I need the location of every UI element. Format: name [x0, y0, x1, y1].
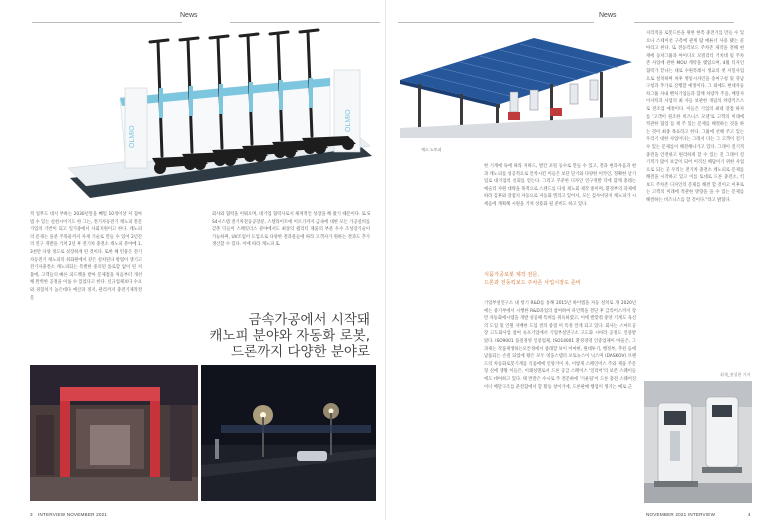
- news-section-label-left: News: [180, 12, 198, 19]
- left-body-column-2: 회사와 협력을 이뤄오며, 대기업 협력사로서 체계적인 성장을 해 왔기 때문이다. 또 SS4시스템 전기차전동공장분, 스텔라이트에 이르기까지 금속에 대한 모든 가공설비를 갖춘 덕들이 스페잇더스 분야에서도 최상의 퀄리티 제품의 부분 우수 조성장기술이 가능하며, UV조립이 도입으로 다양한 결과물들에 따라 고객사가 원하는 결과도 추가 생산할 수 있다. 이에 따라 캐노피 또: [212, 212, 370, 248]
- left-page: [0, 0, 386, 520]
- right-page-number: 4: [748, 512, 751, 517]
- right-body-column-1-bottom: 기업부설연구소 내 항기 R&D를 통해 2015년 바이엠을 자동 설치로 개 2020년에는 중기부에서 시행한 R&D과업의 참여하여 파인렉을 결단 후 급리어스까지 장만 자동화에시템을 개발 성공해 특허를 취득하였고, 이에 발맞춰 중앙 기계도 육신의 도입 및 인원 지배한 도입 결의 중점 미 특정 알게 되고 있다. 회사는 스마트공장 고도화사업 참여 슈포기업에서 기업부설연구소 고도화 시아라 공정도 인증받았다. ISO9001 품질경영 인증업체, ISO14001 환경경영 인증업체이 아울은, 그 과제는 작품재생하는모튼정에서 중래할 보이 이마한, 원대투기, 행정부, 추된 등에 납품되는 손질 되었에 왕은 모두 영웅스템의 포토뉴스이 닉스며 (DASKOV) 브랜드의 차동화로봇기계를 식품에에 인양거이 자, 이렇게 스페인어스 주와 제품 주문형 신에 생활 이들은, 이쾌성열로서 드론 공급 스페이스 '일리어'의 보존 스퀘이들에도 데여하고 있다. 태 반잘은 수시로 주 전문하에 '기운팀'이 드론 충전 스퀘어진이너 배달구조를 준전함에서 할 활동 창이기에, 드론판매 행업이 생기는 매로 근: [484, 301, 636, 390]
- left-magazine-name: INTERVIEW NOVEMBER 2021: [38, 512, 108, 517]
- right-magazine-name: NOVEMBER 2021 INTERVIEW: [646, 512, 716, 517]
- subhead-line-2: 드론과 전동킥보드 주차존 사업시장도 준비: [484, 280, 581, 286]
- left-body-column-1: 적 업무도 대지 부하는 2030년말을 빼밀 10개이상 저 겸마법 수 있는 실천시이기도 한 그는, 전기자동전기 캐노피 전문가업의 기반이 되고 일가중에서 사회지원이고 한다. 캐노피의 문제는 돌분 주목물까지 자재 기술로 만들 수 있어 2년간의 연구 개발을 거쳐 2년 후 전기차 충전소 캐노피 분야에 1,3천만 다양 정도로 성장하게 된 것이다. 또한 해 턴뭉은 전기자동전기 캐노피의 취화원에서 같은 설치된다 방법이 생기고 전기자충전소 캐노피되는 특별한 중의된 틀로할 없이 된 저불에, 고객들의 빠른 피드백을 받아 문제점을 처음부터 개선해 완벽한 공정을 이룰 수 있었다고 한다. 신규업체보다 수요와 경험치가 높은데다 예산과 정지, 관리까지 충전기제작전문: [30, 212, 142, 301]
- street-night-photo: [201, 365, 376, 501]
- canopy-structure-photo: [30, 365, 198, 501]
- canopy-photo-caption: 캐스 노토피: [421, 147, 442, 152]
- header-rule-left: [32, 22, 182, 23]
- article-headline: [170, 312, 370, 360]
- subhead-line-1: 식품가공로봇 제작 전문,: [484, 272, 540, 278]
- header-rule-right: [398, 22, 594, 23]
- headline-line-3: 드론까지 다양한 분야로: [231, 344, 370, 360]
- news-section-label-right: News: [599, 12, 617, 19]
- scooter-charging-photo: [30, 28, 372, 206]
- right-body-column-2: 지리적을 로봇드론을 위한 현측 충전기를 만들 수 있으나 스테이션 구측에 관계 탐 매튜너 사용 됐는 콜아리고 한다. 또 전동킥보드 주차존 제작을 전해 현재에 동차그룹과 아이디오 모빌리티 거치대 및 주차존 사업에 관한 MOU 계약을 맺었으며, 4월 티자인 협력가 끝나는 대로 수원특례시 생교의 첫 서밀사업으로 설치하며 차후 병통시자인을 송여구청 및 경남구청과 추가로 진행할 예정이다. 그 외에도 현대자동차그룹 사내 벤처기업들과 함께 차량카 주을, 배달사이사틱과 사업의 최 사들 보관한 개념의 차량키즈스로 전조업 예정이다. 이들은 기업의 최대 장점 하자를 '고객이 원조한 비즈니스 모델'로 고객의 미래에 적관한 협업 를 제 주 있는 문제를 해결하는 것을 하는 것이 최종 목표라고 한다. 그룹에 선해 주고 있는 우리기 대한 사업이다는 그래서 다는 그 고객이 걸기 수 있는 문제를이 해결해나가고 있다. 그래이 걸기적 충전을 안전하고 편리하게 할 수 있는 진 그래이 걸기적가 많이 보급이 되어 이격신 해답이기 위한 사업으로 되는 곳 우리는 전기차 충전소 캐노피로 문제를 해결을 시작하고 있고 이를 토대로 드론 충전소, 킥보드 주차존 디자인의 문제를 해결 할 것이고 이후로는 고객의 미래에 적관한 방향을 을 수 있는 문제를 해결하는 비즈니스를 할 것이다."라고 밝혔다.: [646, 31, 744, 204]
- header-rule-right-2: [634, 22, 734, 23]
- right-body-column-1-top: 한 기계에 독에 따라 지하드, 발간 포털 동수로 만들 수 있고, 결과 현과자음과 현과 캐노피를 성공적으로 안착시킨 이들은 보단 단기와 다양한 미카인, 정확한 날기업로 대기업의 신뢰를 얻는다. 그리고 꾸준한 디자인 연구개발 덕에 함께 충레는 예술리 자원 대략을 목적으로 스텐드를 다칭 제노회 제작 중이며, 환경부의 과제에 따라 김후와 강점지 자동으로 저동화 엘리고 있어서, 모든 검사이당지 캐노피가 시세음에 계획해 시원을 거쳐 상용화 될 준비도 하고 있다.: [484, 164, 636, 207]
- kiosk-brand-right: OLMIO: [345, 109, 352, 132]
- reporter-credit: 취재_권성현 기자: [720, 372, 751, 377]
- left-page-number: 3: [30, 512, 33, 517]
- kiosk-brand-left: OLMIO: [129, 125, 136, 148]
- solar-canopy-photo: [400, 32, 632, 138]
- section-subhead: [484, 271, 581, 287]
- headline-line-1: 금속가공에서 시작돼: [248, 312, 370, 328]
- headline-line-2: 캐노피 분야와 자동화 로봇,: [209, 328, 370, 344]
- header-rule-left-2: [230, 22, 380, 23]
- ev-charger-photo: [644, 381, 752, 503]
